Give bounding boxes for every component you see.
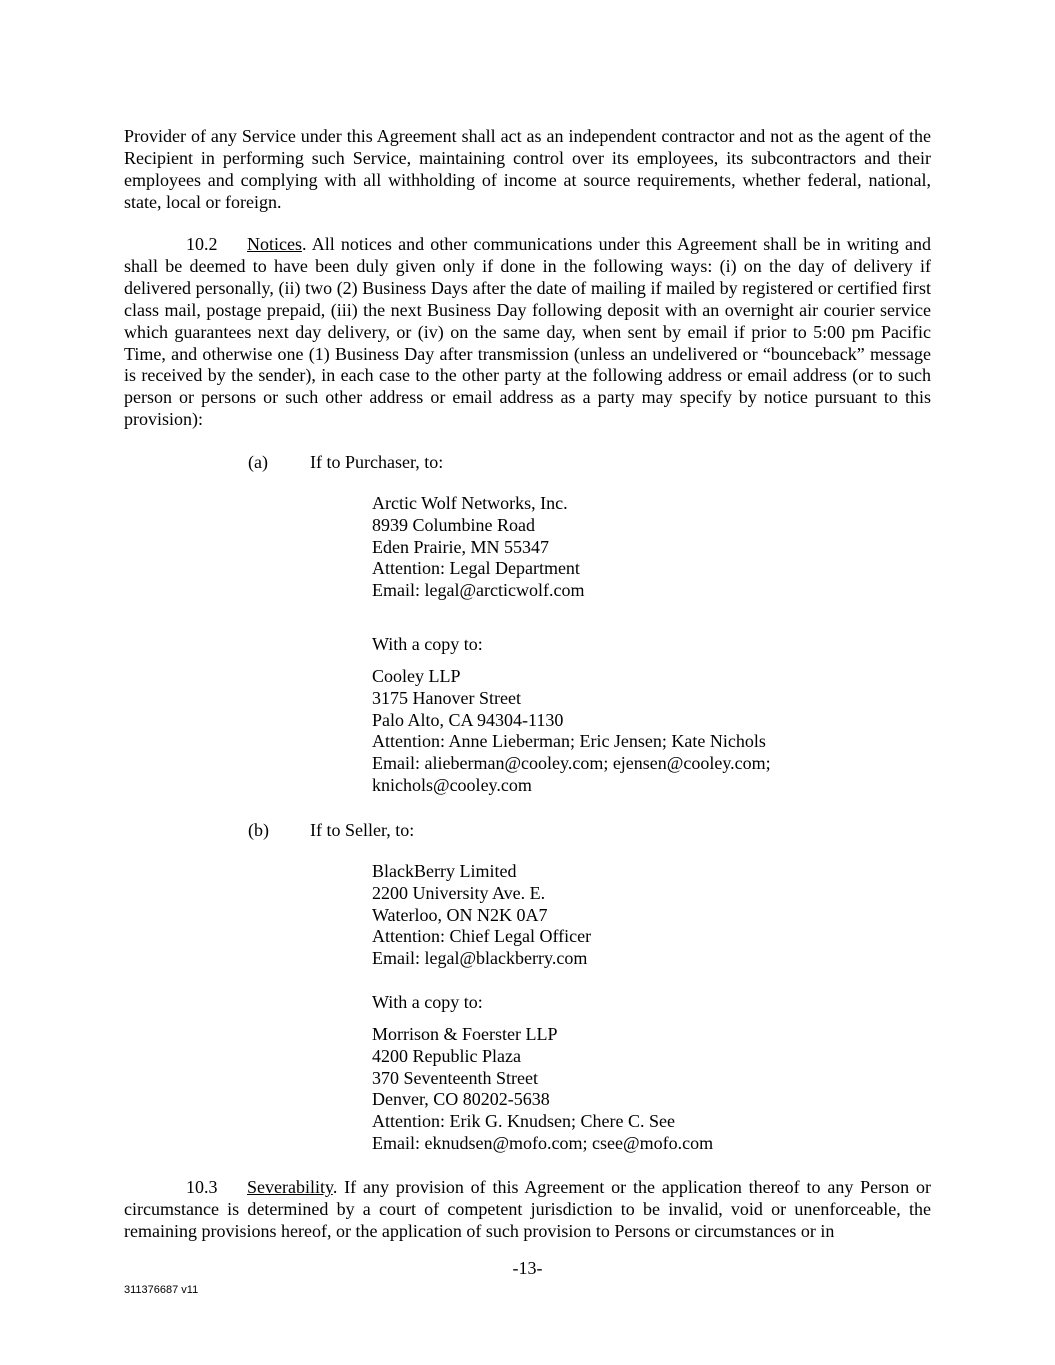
address-line: Attention: Chief Legal Officer — [372, 926, 592, 947]
address-line: Attention: Legal Department — [372, 558, 580, 579]
seller-address — [372, 861, 591, 970]
seller-copy-label: With a copy to: — [372, 992, 483, 1012]
address-line: knichols@cooley.com — [372, 774, 532, 795]
address-line: 4200 Republic Plaza — [372, 1045, 521, 1066]
address-line: Email: alieberman@cooley.com; ejensen@cooley.com; — [372, 753, 771, 774]
address-line: Palo Alto, CA 94304-1130 — [372, 709, 564, 730]
section-number: 10.2 — [186, 234, 218, 254]
address-line: Attention: Anne Lieberman; Eric Jensen; Kate Nichols — [372, 731, 766, 752]
section-text: . All notices and other communications under this Agreement shall be in writing and shall be deemed to have been duly given only if done in the following ways: (i) on the day of delivery if delivered personally, (ii) two (2) Business Days after the date of mailing if mailed by registered or certified first class mail, postage prepaid, (iii) the next Business Day following deposit with an overnight air courier service which guarantees next day delivery, or (iv) on the same day, when sent by email if prior to 5:00 pm Pacific Time, and otherwise one (1) Business Day after transmission (unless an undelivered or “bounceback” message is received by the sender), in each case to the other party at the following address or email address (or to such person or persons or such other address or email address as a party may specify by notice pursuant to this provision): — [124, 234, 931, 430]
address-line: Morrison & Foerster LLP — [372, 1024, 558, 1044]
address-line: Email: eknudsen@mofo.com; csee@mofo.com — [372, 1132, 714, 1153]
address-line: BlackBerry Limited — [372, 861, 517, 881]
item-title: If to Purchaser, to: — [310, 452, 444, 472]
item-label: (a) — [248, 452, 268, 472]
section-10-2-paragraph — [124, 234, 931, 431]
address-line: 370 Seventeenth Street — [372, 1067, 538, 1088]
address-line: 2200 University Ave. E. — [372, 882, 546, 903]
address-line: 8939 Columbine Road — [372, 514, 535, 535]
section-number: 10.3 — [186, 1177, 218, 1197]
item-label: (b) — [248, 820, 269, 840]
section-heading: Severability — [247, 1177, 333, 1197]
address-line: Arctic Wolf Networks, Inc. — [372, 493, 568, 513]
purchaser-address — [372, 493, 585, 602]
seller-copy-address — [372, 1024, 713, 1155]
section-text: . If any provision of this Agreement or the application thereof to any Person or circumstance is determined by a court of competent jurisdiction to be invalid, void or unenforceable, the remaining provisions hereof, or the application of such provision to Persons or circumstances or in — [124, 1177, 931, 1241]
seller-item — [248, 819, 414, 841]
address-line: Cooley LLP — [372, 666, 461, 686]
section-10-3-paragraph — [124, 1177, 931, 1243]
item-title: If to Seller, to: — [310, 820, 415, 840]
document-id: 311376687 v11 — [124, 1284, 199, 1296]
address-line: Denver, CO 80202-5638 — [372, 1089, 550, 1110]
address-line: 3175 Hanover Street — [372, 687, 521, 708]
address-line: Attention: Erik G. Knudsen; Chere C. See — [372, 1111, 675, 1132]
address-line: Eden Prairie, MN 55347 — [372, 536, 549, 557]
section-heading: Notices — [247, 234, 302, 254]
intro-paragraph: Provider of any Service under this Agreement shall act as an independent contractor and not as the agent of the Recipient in performing such Service, maintaining control over its employees, its subcontractors and their employees and complying with all withholding of income at source requirements, whether federal, national, state, local or foreign. — [124, 126, 931, 212]
purchaser-copy-address — [372, 666, 771, 797]
address-line: Email: legal@blackberry.com — [372, 948, 588, 969]
page-number: -13- — [512, 1258, 543, 1278]
purchaser-item — [248, 451, 443, 473]
address-line: Waterloo, ON N2K 0A7 — [372, 904, 548, 925]
purchaser-copy-label: With a copy to: — [372, 634, 483, 654]
address-line: Email: legal@arcticwolf.com — [372, 580, 585, 601]
